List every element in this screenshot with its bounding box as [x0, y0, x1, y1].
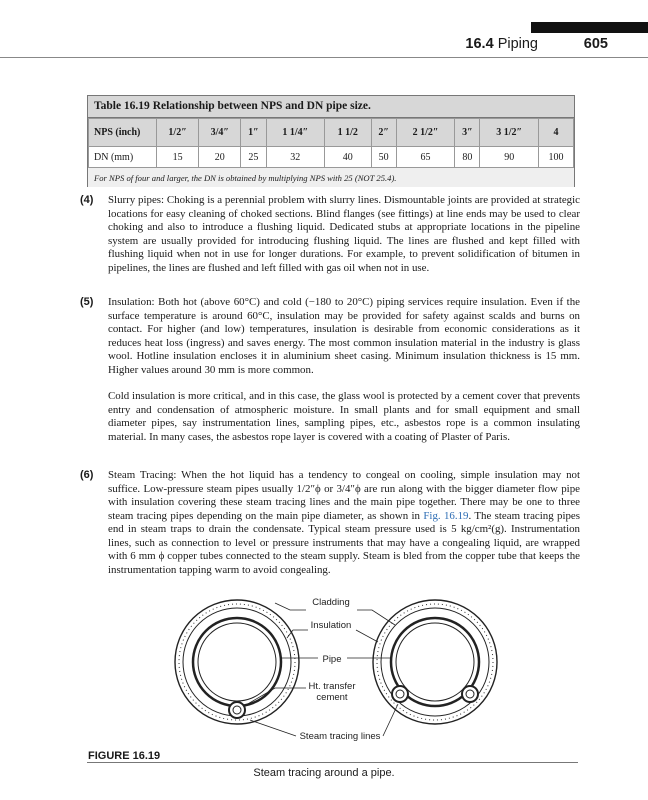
table-cell: 50: [371, 147, 396, 169]
table-row-dn: [89, 147, 574, 169]
leader-tracing-right: [383, 704, 398, 736]
page-number: 605: [583, 36, 608, 52]
table-cell: 3″: [455, 119, 480, 147]
tracing-line-circle: [392, 686, 408, 702]
figure-label: FIGURE 16.19: [88, 750, 161, 762]
table-cell: 32: [266, 147, 325, 169]
table-cell: 1/2″: [157, 119, 199, 147]
table-cell: 100: [538, 147, 573, 169]
table-row-nps: [89, 119, 574, 147]
figure-caption: Steam tracing around a pipe.: [253, 767, 395, 779]
table-cell: 3/4″: [199, 119, 241, 147]
header-bar: [531, 22, 648, 33]
table-cell: 25: [241, 147, 266, 169]
table-cell: 1″: [241, 119, 266, 147]
pipe-circle: [193, 618, 281, 706]
paragraph-cold-insulation: Cold insulation is more critical, and in this case, the glass wool is protected by a cement cover that prevents entry and condensation of atmospheric moisture. In small plants and for small equipment and small diameter pipes, say instrumentation lines, sampling pipes, etc., asbestos rope is a common insulating material. In many cases, the asbestos rope layer is covered with a coating of Plaster of Paris.: [108, 390, 580, 443]
leader-cladding-left: [275, 603, 306, 610]
right-pipe-assembly: [373, 600, 497, 724]
item-4: [80, 194, 580, 275]
nps-dn-table: [87, 95, 575, 187]
table-cell: 90: [480, 147, 539, 169]
tracing-line-circle: [462, 686, 478, 702]
table-cell: 40: [325, 147, 371, 169]
label-steam-tracing: Steam tracing lines: [299, 731, 381, 742]
item-text: Steam Tracing: When the hot liquid has a tendency to congeal on cooling, simple insulation may not suffice. Low-pressure steam pipes usually 1/2″ϕ or 3/4″ϕ are run along with the bigger diameter flow pipe with insulation covering these steam tracing lines and the main pipe together. There may be one to three steam tracing pipes depending on the main pipe diameter, as shown in Fig. 16.19. The steam tracing pipes end in steam traps to drain the condensate. Typical steam pressure used is 5 kg/cm²(g). Instrumentation lines, such as connection to level or pressure instruments that may have a congealing liquid, are wrapped with 6 mm ϕ copper tubes connected to the steam supply. Steam is bled from the copper tube that keeps the instrumentation tapping warm to avoid congealing.: [108, 469, 580, 576]
item-6: [80, 469, 580, 577]
label-insulation: Insulation: [310, 620, 352, 631]
table-cell: 2″: [371, 119, 396, 147]
section-heading: 16.4 Piping: [465, 36, 538, 52]
table-note: For NPS of four and larger, the DN is obtained by multiplying NPS with 25 (NOT 25.4).: [88, 167, 574, 187]
item-5: [80, 296, 580, 377]
table-cell: 4: [538, 119, 573, 147]
tracing-line-circle: [229, 702, 245, 718]
item-number: (5): [80, 296, 94, 308]
label-cladding: Cladding: [312, 597, 350, 608]
item-text: Insulation: Both hot (above 60°C) and cold (−180 to 20°C) piping services require insulation. Even if the surface temperature is around 60°C, insulation may be provided for safety against scalds and burns on contact. For higher (and low) temperatures, insulation is desirable from economic considerations as it reduces heat loss (ingress) and saves energy. The most common insulation material in the industry is glass wool. Hotline insulation encloses it in aluminium sheet casing. Minimum insulation thickness is 15 mm. Higher values around 30 mm is more common.: [108, 296, 580, 376]
table-cell: 3 1/2″: [480, 119, 539, 147]
row-label-dn: DN (mm): [89, 147, 157, 169]
left-pipe-assembly: [175, 600, 299, 724]
figure-link[interactable]: Fig. 16.19: [423, 509, 469, 522]
table-cell: 2 1/2″: [396, 119, 455, 147]
label-ht-transfer: Ht. transfer: [308, 681, 356, 692]
table-cell: 65: [396, 147, 455, 169]
item-number: (6): [80, 469, 94, 481]
table-cell: 1 1/4″: [266, 119, 325, 147]
leader-insulation-right: [356, 630, 378, 642]
table-cell: 15: [157, 147, 199, 169]
table-cell: 80: [455, 147, 480, 169]
label-pipe: Pipe: [322, 654, 342, 665]
item-number: (4): [80, 194, 94, 206]
running-header: [0, 36, 648, 56]
leader-tracing-left: [250, 720, 296, 736]
label-cement: cement: [316, 692, 348, 703]
table-cell: 1 1/2: [325, 119, 371, 147]
table-caption: Table 16.19 Relationship between NPS and DN pipe size.: [88, 96, 574, 118]
row-label-nps: NPS (inch): [89, 119, 157, 147]
figure-rule: [87, 762, 578, 763]
table-cell: 20: [199, 147, 241, 169]
item-text: Slurry pipes: Choking is a perennial problem with slurry lines. Dismountable joints are provided at strategic locations for easy cleaning of choked sections. Blind flanges (see fittings) at line ends may be used to clear choking and also to introduce a flushing liquid. Dedicated stubs at appropriate locations in the pipeline system are usually provided for introducing flushing liquid. The lines are flushed and kept filled with flushing liquid when not in use for longer durations. For example, to prevent solidification of bitumen in pipelines, the lines are flushed and left filled with gas oil when not in use.: [108, 194, 580, 274]
header-rule: [0, 57, 648, 58]
